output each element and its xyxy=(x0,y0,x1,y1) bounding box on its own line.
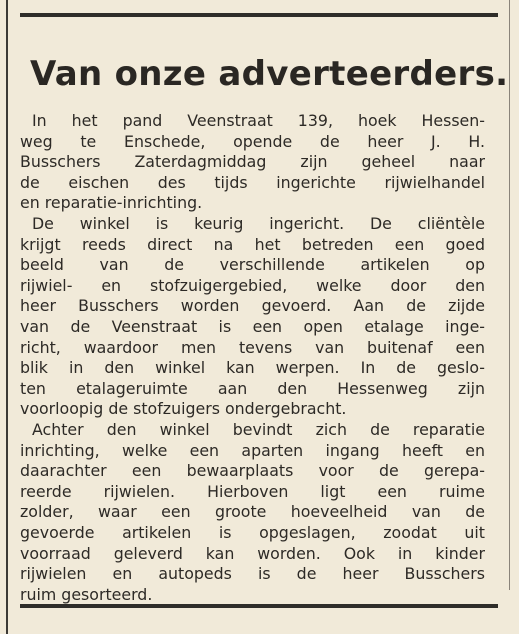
text-line: ten etalageruimte aan den Hessenweg zijn xyxy=(20,378,485,398)
text-line: rijwiel- en stofzuigergebied, welke door den xyxy=(20,275,485,295)
text-line: Busschers Zaterdagmiddag zijn geheel naar xyxy=(20,152,485,172)
text-line: krijgt reeds direct na het betreden een goed xyxy=(20,234,485,254)
column-rule-left xyxy=(6,0,8,634)
text-line: reerde rijwielen. Hierboven ligt een ruime xyxy=(20,481,485,501)
text-line: In het pand Veenstraat 139, hoek Hessen- xyxy=(32,111,485,130)
text-line: voorloopig de stofzuigers ondergebracht. xyxy=(20,399,347,419)
top-rule xyxy=(20,13,498,17)
text-line: van de Veenstraat is een open etalage inge- xyxy=(20,317,485,336)
text-line: richt, waardoor men tevens van buitenaf een xyxy=(20,337,485,357)
text-line: inrichting, welke een aparten ingang heeft en xyxy=(20,440,485,460)
text-line: voorraad geleverd kan worden. Ook in kinder xyxy=(20,543,485,563)
text-line: Achter den winkel bevindt zich de reparatie xyxy=(32,420,485,439)
text-line: beeld van de verschillende artikelen op xyxy=(20,255,485,275)
text-line: rijwielen en autopeds is de heer Busschers xyxy=(20,564,485,584)
text-line: ruim gesorteerd. xyxy=(20,584,153,604)
text-line: De winkel is keurig ingericht. De cliëntèle xyxy=(32,214,485,233)
text-line: zolder, waar een groote hoeveelheid van de xyxy=(20,502,485,522)
text-line: daarachter een bewaarplaats voor de gerepa- xyxy=(20,461,485,481)
bottom-rule xyxy=(20,604,498,608)
column-rule-right xyxy=(509,0,510,590)
text-line: blik in den winkel kan werpen. In de geslo- xyxy=(20,358,485,378)
text-line: heer Busschers worden gevoerd. Aan de zijde xyxy=(20,296,485,316)
text-line: weg te Enschede, opende de heer J. H. xyxy=(20,131,485,151)
text-line: de eischen des tijds ingerichte rijwielhandel xyxy=(20,172,485,192)
text-line: gevoerde artikelen is opgeslagen, zoodat uit xyxy=(20,523,485,542)
text-line: en reparatie-inrichting. xyxy=(20,193,203,213)
headline: Van onze adverteerders. xyxy=(30,54,509,94)
